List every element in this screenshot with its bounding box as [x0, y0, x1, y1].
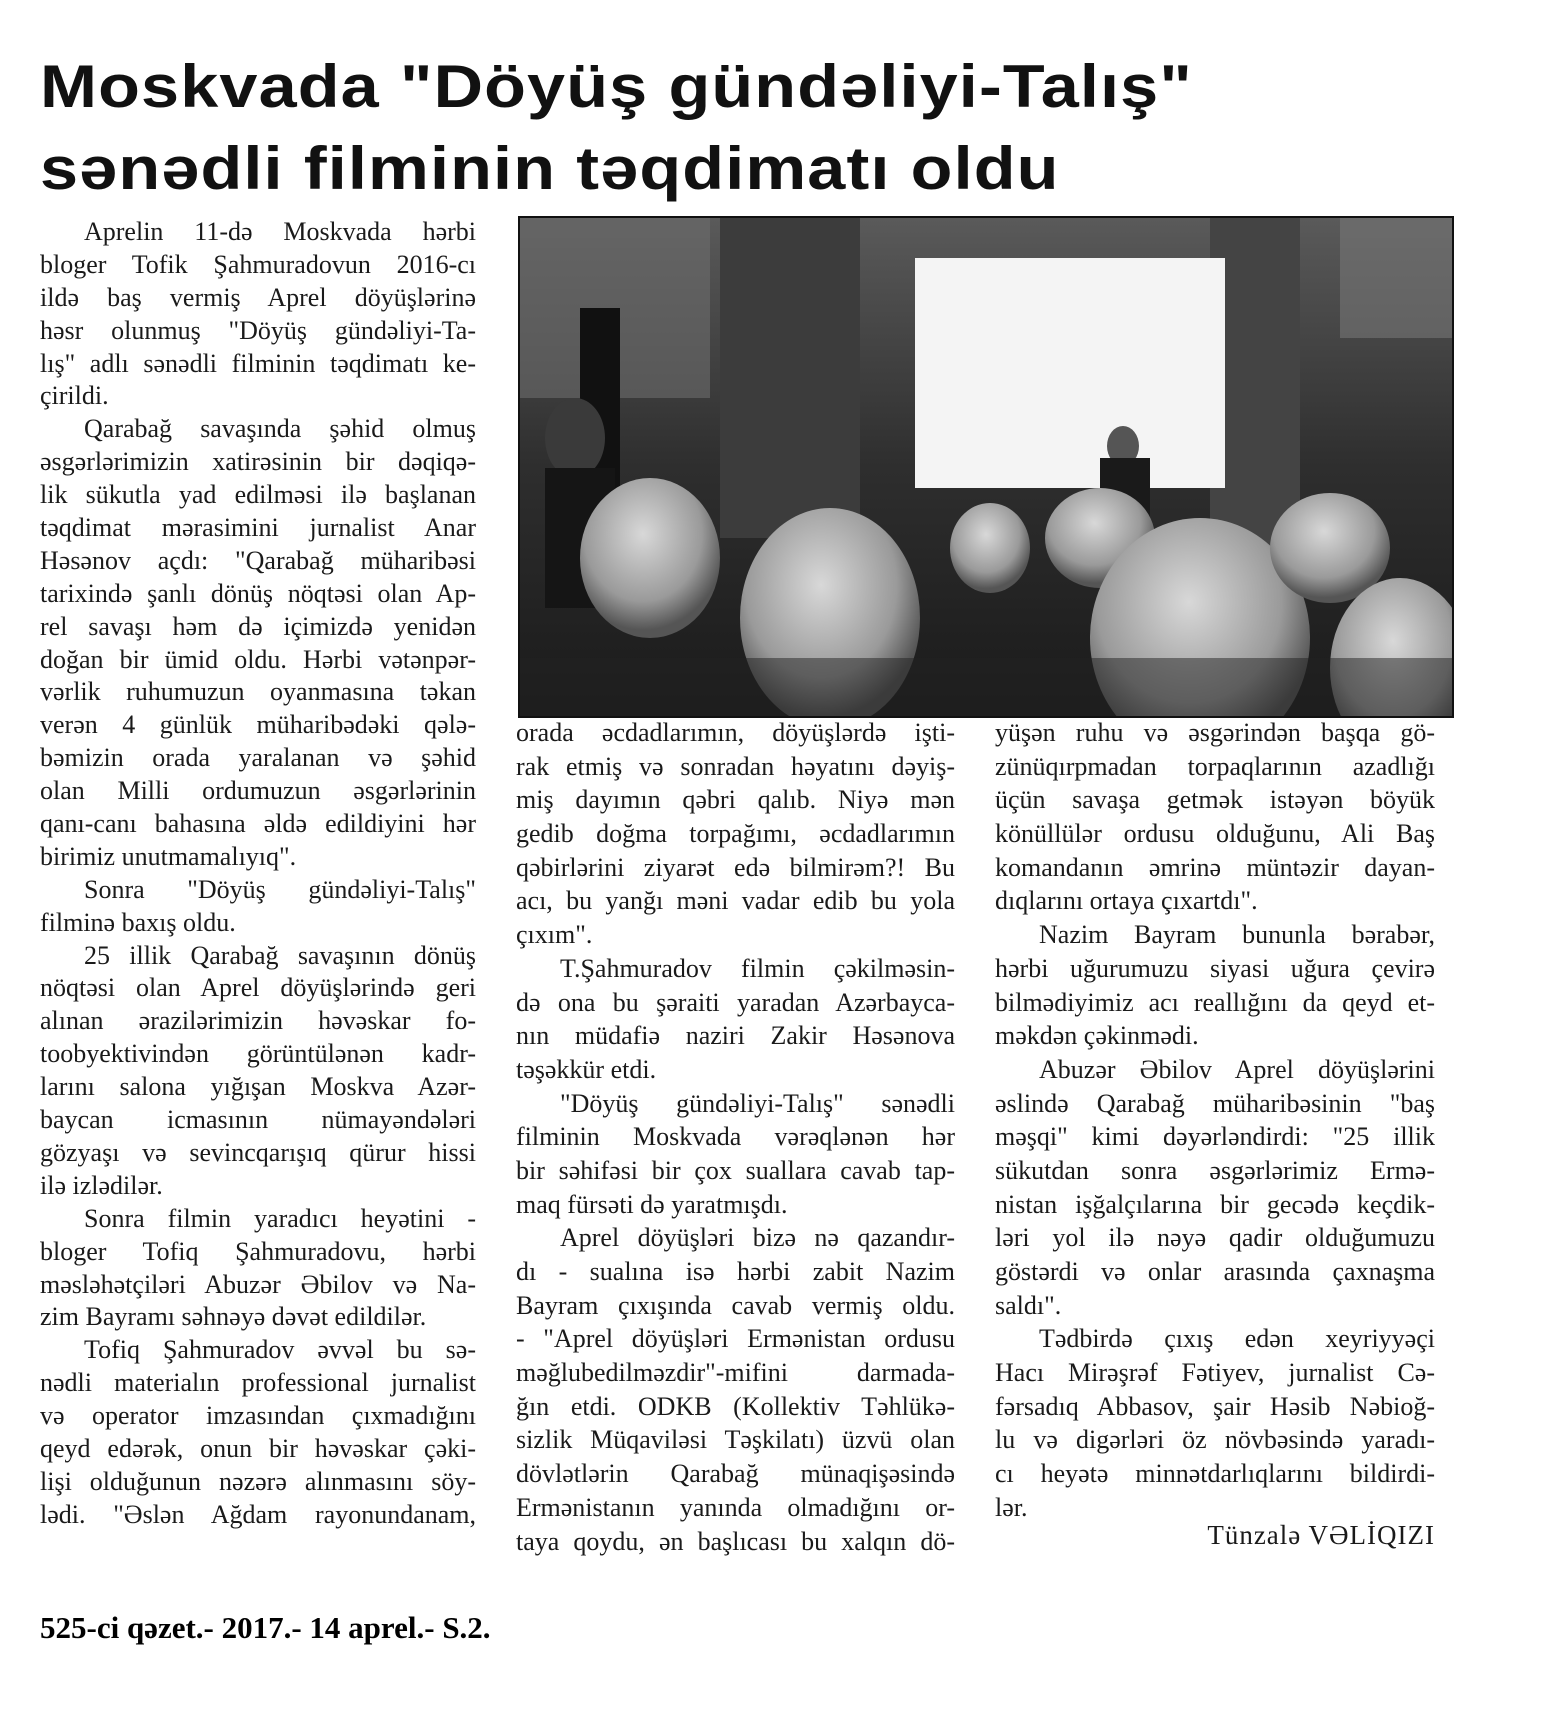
text-line: nöqtəsi olan Aprel döyüşlərində geri [40, 973, 476, 1003]
text-line: Nazim Bayram bununla bərabər, [1039, 920, 1435, 950]
text-line: ilə izlədilər. [40, 1170, 163, 1200]
text-line: bilmədiyimiz acı reallığını da qeyd et- [995, 987, 1435, 1017]
text-line: Tədbirdə çıxış edən xeyriyyəçi [1039, 1324, 1435, 1354]
text-line: - "Aprel döyüşləri Ermənistan ordusu [516, 1324, 955, 1354]
text-line: ildə baş vermiş Aprel döyüşlərinə [40, 282, 476, 312]
text-line: toobyektivindən görüntülənən kadr- [40, 1039, 476, 1069]
text-line: əslində Qarabağ müharibəsinin "baş [995, 1088, 1435, 1118]
author-byline: Tünzalə VƏLİQIZI [1207, 1520, 1435, 1550]
text-line: lər. [995, 1492, 1028, 1522]
text-line: təqdimat mərasimini jurnalist Anar [40, 513, 476, 543]
text-line: fərsadıq Abbasov, şair Həsib Nəbioğ- [995, 1391, 1435, 1421]
text-line: Ermənistanın yanında olmadığını or- [516, 1492, 955, 1522]
text-line: filminə baxış oldu. [40, 907, 236, 937]
text-line: məkdən çəkinmədi. [995, 1021, 1199, 1051]
text-line: filminin Moskvada vərəqlənən hər [516, 1122, 955, 1152]
text-line: tarixində şanlı dönüş nöqtəsi olan Ap- [40, 578, 476, 608]
text-line: orada əcdadlarımın, döyüşlərdə işti- [516, 718, 955, 747]
text-line: lik sükutla yad edilməsi ilə başlanan [40, 480, 476, 510]
text-line: maq fürsəti də yaratmışdı. [516, 1189, 788, 1219]
text-line: baycan icmasının nümayəndələri [40, 1105, 476, 1135]
text-line: nədli materialın professional jurnalist [40, 1368, 476, 1398]
text-line: Abuzər Əbilov Aprel döyüşlərini [1039, 1054, 1435, 1084]
text-line: ləri yol ilə nəyə qadir olduğumuzu [995, 1223, 1435, 1253]
text-line: zim Bayramı səhnəyə dəvət edildilər. [40, 1302, 427, 1332]
text-line: miş dayımın qəbri qalıb. Niyə mən [516, 785, 955, 815]
text-line: saldı". [995, 1290, 1062, 1320]
text-line: çıxım". [516, 920, 593, 950]
text-line: Həsənov açdı: "Qarabağ müharibəsi [40, 545, 476, 575]
text-line: zünüqırpmadan torpaqlarının azadlığı [995, 751, 1435, 781]
text-line: komandanın əmrinə müntəzir dayan- [995, 852, 1435, 882]
text-line: qəbirlərini ziyarət edə bilmirəm?! Bu [516, 852, 955, 882]
text-line: qanı-canı bahasına əldə edildiyini hər [40, 809, 476, 839]
text-line: olan Milli ordumuzun əsgərlərinin [40, 776, 476, 806]
text-line: Qarabağ savaşında şəhid olmuş [84, 414, 476, 444]
text-line: Hacı Mirəşrəf Fətiyev, jurnalist Cə- [995, 1358, 1435, 1388]
text-line: birimiz unutmamalıyıq". [40, 841, 297, 871]
text-line: bloger Tofik Şahmuradovun 2016-cı [40, 249, 476, 279]
text-line: T.Şahmuradov filmin çəkilməsin- [560, 953, 955, 983]
text-line: məşqi" kimi dəyərləndirdi: "25 illik [995, 1122, 1435, 1152]
text-line: larını salona yığışan Moskva Azər- [40, 1072, 476, 1102]
text-line: məğlubedilməzdir"-mifini darmada- [516, 1358, 955, 1388]
text-line: verən 4 günlük müharibədəki qələ- [40, 710, 476, 740]
text-line: dövlətlərin Qarabağ münaqişəsində [516, 1459, 955, 1489]
text-line: rel savaşı həm də içimizdə yenidən [40, 611, 476, 641]
text-line: hərbi uğurumuzu siyasi uğura çevirə [995, 953, 1435, 983]
text-line: dıqlarını ortaya çıxartdı". [995, 886, 1258, 916]
text-line: bəmizin orada yaralanan və şəhid [40, 743, 476, 773]
text-line: lədi. "Əslən Ağdam rayonundanam, [40, 1499, 476, 1529]
text-line: nistan işğalçılarına bir gecədə keçdik- [995, 1189, 1435, 1219]
text-line: sizlik Müqaviləsi Təşkilatı) üzvü olan [516, 1425, 955, 1455]
text-line: Tofiq Şahmuradov əvvəl bu sə- [84, 1335, 476, 1365]
text-line: ğın etdi. ODKB (Kollektiv Təhlükə- [516, 1391, 955, 1421]
projection-screen [915, 258, 1225, 488]
text-line: qeyd edərək, onun bir həvəskar çəki- [40, 1433, 476, 1463]
text-line: və operator imzasından çıxmadığını [40, 1401, 476, 1431]
text-line: gedib doğma torpağımı, əcdadlarımın [516, 819, 955, 849]
text-line: 25 illik Qarabağ savaşının dönüş [84, 940, 476, 970]
text-line: gözyaşı və sevincqarışıq qürur hissi [40, 1137, 476, 1167]
text-line: Aprelin 11-də Moskvada hərbi [84, 217, 476, 246]
event-photo [518, 216, 1454, 718]
source-citation: 525-ci qəzet.- 2017.- 14 aprel.- S.2. [40, 1610, 491, 1645]
text-line: könüllülər ordusu olduğunu, Ali Baş [995, 819, 1435, 849]
text-line: göstərdi və onlar arasında çaxnaşma [995, 1257, 1435, 1286]
text-line: Sonra filmin yaradıcı heyətini - [84, 1203, 476, 1233]
text-line: çirildi. [40, 381, 109, 411]
text-line: əsgərlərimizin xatirəsinin bir dəqiqə- [40, 447, 476, 477]
text-line: təşəkkür etdi. [516, 1054, 657, 1084]
text-line: rak etmiş və sonradan həyatını dəyiş- [516, 751, 955, 781]
text-line: nın müdafiə naziri Zakir Həsənova [516, 1021, 955, 1051]
text-line: Bayram çıxışında cavab vermiş oldu. [516, 1290, 955, 1320]
headline-line-1: Moskvada "Döyüş gündəliyi-Talış" [40, 53, 1193, 120]
text-line: həsr olunmuş "Döyüş gündəliyi-Ta- [40, 315, 476, 345]
text-line: bir səhifəsi bir çox suallara cavab tap- [516, 1155, 955, 1185]
text-line: məsləhətçiləri Abuzər Əbilov və Na- [40, 1269, 476, 1299]
article-column-2 [516, 716, 955, 1558]
article-column-3 [995, 716, 1435, 1525]
text-line: bloger Tofiq Şahmuradovu, hərbi [40, 1236, 476, 1266]
text-line: cı heyətə minnətdarlıqlarını bildirdi- [995, 1459, 1435, 1489]
text-line: Aprel döyüşləri bizə nə qazandır- [560, 1223, 955, 1253]
text-line: doğan bir ümid oldu. Hərbi vətənpər- [40, 644, 476, 674]
text-line: Sonra "Döyüş gündəliyi-Talış" [84, 874, 476, 904]
article-column-1 [40, 216, 476, 1532]
text-line: lişi olduğunun nəzərə alınmasını söy- [40, 1466, 476, 1496]
text-line: lış" adlı sənədli filminin təqdimatı ke- [40, 348, 476, 378]
text-line: taya qoydu, ən başlıcası bu xalqın dö- [516, 1526, 955, 1556]
text-line: lu və digərləri öz növbəsində yaradı- [995, 1425, 1435, 1455]
text-line: üçün savaşa getmək istəyən böyük [995, 785, 1435, 815]
text-line: yüşən ruhu və əsgərindən başqa gö- [995, 718, 1435, 747]
text-line: sükutdan sonra əsgərlərimiz Ermə- [995, 1155, 1435, 1185]
text-line: acı, bu yanğı məni vadar edib bu yola [516, 886, 955, 916]
headline-line-2: sənədli filminin təqdimatı oldu [40, 135, 1060, 202]
text-line: "Döyüş gündəliyi-Talış" sənədli [560, 1088, 955, 1118]
text-line: alınan ərazilərimizin həvəskar fo- [40, 1006, 476, 1036]
text-line: vərlik ruhumuzun oyanmasına təkan [40, 677, 476, 707]
text-line: dı - sualına isə hərbi zabit Nazim [516, 1257, 955, 1286]
presentation-hall-image [520, 218, 1452, 716]
text-line: də ona bu şəraiti yaradan Azərbayca- [516, 987, 955, 1017]
